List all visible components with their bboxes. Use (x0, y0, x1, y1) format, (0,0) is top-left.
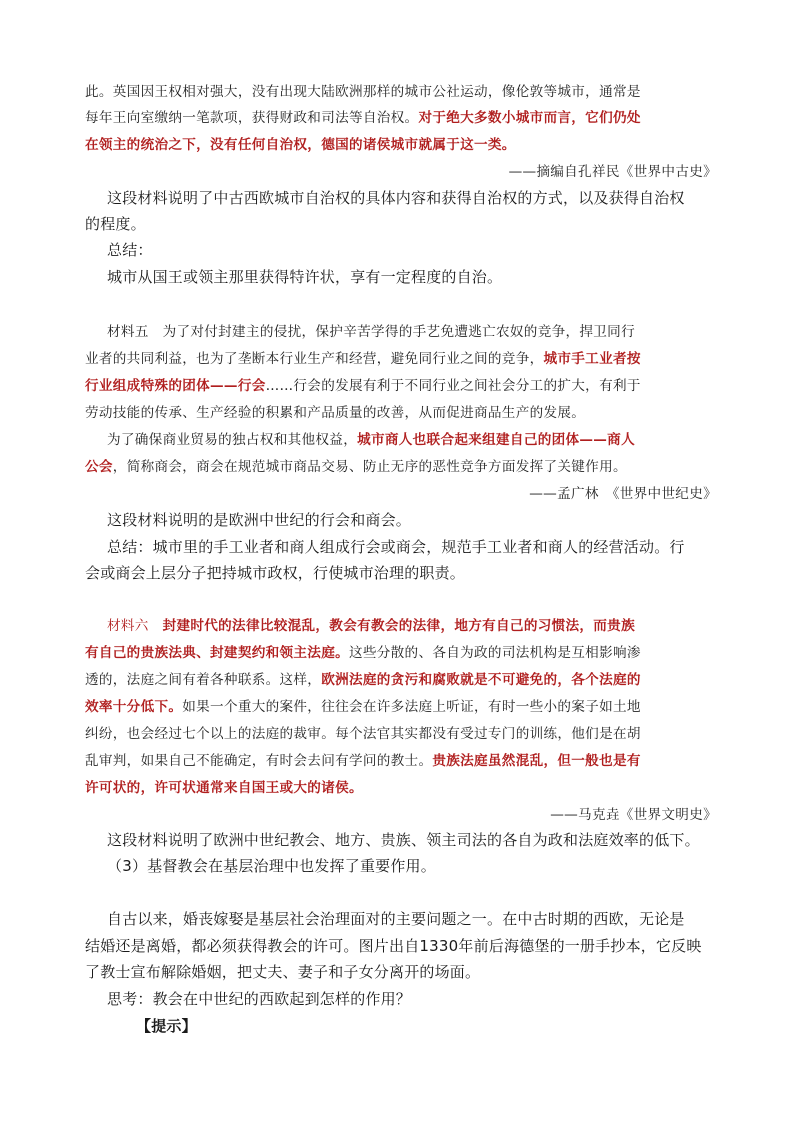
m6-point-3: （3）基督教会在基层治理中也发挥了重要作用。 (107, 857, 436, 875)
question: 思考：教会在中世纪的西欧起到怎样的作用？ (107, 990, 412, 1008)
m4-line-1: 此。英国因王权相对强大，没有出现大陆欧洲那样的城市公社运动，像伦敦等城市，通常是 (85, 84, 641, 100)
m5-source: ——孟广林 《世界中世纪史》 (529, 486, 717, 502)
m6-line-4-plain: 如果一个重大的案件，往往会在许多法庭上听证，有时一些小的案子如土地 (182, 699, 641, 715)
m6-explain: 这段材料说明了欧洲中世纪教会、地方、贵族、领主司法的各自为政和法庭效率的低下。 (107, 831, 700, 849)
m5-line-3 (85, 374, 715, 394)
marriage-line-2: 结婚还是离婚，都必须获得教会的许可。图片出自1330年前后海德堡的一册手抄本，它反映 (85, 937, 702, 955)
m6-line-4-highlight: 效率十分低下。 (85, 699, 183, 715)
m5-line-2 (85, 347, 715, 367)
m6-source: ——马克垚《世界文明史》 (550, 807, 717, 823)
m4-summary: 城市从国王或领主那里获得特许状，享有一定程度的自治。 (107, 268, 503, 286)
m5-line-5 (107, 428, 737, 448)
m4-explain-2: 的程度。 (85, 215, 146, 233)
m4-line-2-plain: 每年王向室缴纳一笔款项，获得财政和司法等自治权。 (85, 110, 419, 126)
m5-line-4: 劳动技能的传承、生产经验的积累和产品质量的改善，从而促进商品生产的发展。 (85, 405, 586, 421)
m6-line-3 (85, 668, 715, 688)
m6-line-6 (85, 749, 715, 769)
m6-line-2 (85, 641, 715, 661)
m6-line-6-highlight: 贵族法庭虽然混乱，但一般也是有 (432, 753, 641, 769)
m6-label: 材料六 (107, 618, 163, 634)
m4-line-2-highlight: 对于绝大多数小城市而言，它们仍处 (418, 110, 641, 126)
m6-line-1-highlight: 封建时代的法律比较混乱，教会有教会的法律，地方有自己的习惯法，而贵族 (162, 618, 635, 634)
m5-line-1: 材料五 为了对付封建主的侵扰，保护辛苦学得的手艺免遭逃亡农奴的竞争，捍卫同行 (107, 324, 635, 340)
m5-summary-2: 会或商会上层分子把持城市政权，行使城市治理的职责。 (85, 564, 466, 582)
m5-line-5-highlight: 城市商人也联合起来组建自己的团体——商人 (357, 432, 635, 448)
m5-line-6-plain: ，简称商会，商会在规范城市商品交易、防止无序的恶性竞争方面发挥了关键作用。 (112, 459, 627, 475)
marriage-line-3: 了教士宣布解除婚姻，把丈夫、妻子和子女分离开的场面。 (85, 963, 481, 981)
m6-line-5: 纠纷，也会经过七个以上的法庭的裁审。每个法官其实都没有受过专门的训练，他们是在胡 (85, 726, 641, 742)
m5-summary-1: 总结：城市里的手工业者和商人组成行会或商会，规范手工业者和商人的经营活动。行 (107, 538, 685, 556)
m5-line-5-plain: 为了确保商业贸易的独占权和其他权益， (107, 432, 358, 448)
m6-line-4 (85, 695, 715, 715)
m6-line-3-highlight: 欧洲法庭的贪污和腐败就是不可避免的，各个法庭的 (321, 672, 641, 688)
m6-line-2-highlight: 有自己的贵族法典、封建契约和领主法庭。 (85, 645, 349, 661)
m6-line-7-highlight: 许可状的，许可状通常来自国王或大的诸侯。 (85, 780, 363, 796)
m5-line-3-highlight: 行业组成特殊的团体——行会 (85, 378, 266, 394)
m5-line-3-plain: ……行会的发展有利于不同行业之间社会分工的扩大，有利于 (265, 378, 641, 394)
m5-explain: 这段材料说明的是欧洲中世纪的行会和商会。 (107, 511, 412, 529)
m5-line-2-highlight: 城市手工业者按 (543, 351, 641, 367)
m6-line-3-plain: 透的，法庭之间有着各种联系。这样， (85, 672, 322, 688)
m4-explain-1: 这段材料说明了中古西欧城市自治权的具体内容和获得自治权的方式，以及获得自治权 (107, 189, 685, 207)
m5-line-2-plain: 业者的共同利益，也为了垄断本行业生产和经营，避免同行业之间的竞争， (85, 351, 544, 367)
m5-line-6-highlight: 公会 (85, 459, 113, 475)
marriage-line-1: 自古以来，婚丧嫁娶是基层社会治理面对的主要问题之一。在中古时期的西欧，无论是 (107, 910, 685, 928)
hint-label: 【提示】 (136, 1017, 197, 1035)
m4-line-3-highlight: 在领主的统治之下，没有任何自治权，德国的诸侯城市就属于这一类。 (85, 137, 516, 153)
m4-line-2 (85, 106, 715, 126)
m4-summary-label: 总结： (107, 241, 153, 259)
m5-line-6 (85, 455, 715, 475)
m6-line-6-plain: 乱审判，如果自己不能确定，有时会去问有学问的教士。 (85, 753, 433, 769)
m4-source: ——摘编自孔祥民《世界中古史》 (508, 164, 717, 180)
m6-line-2-plain: 这些分散的、各自为政的司法机构是互相影响渗 (348, 645, 641, 661)
m6-line-1 (107, 614, 737, 634)
